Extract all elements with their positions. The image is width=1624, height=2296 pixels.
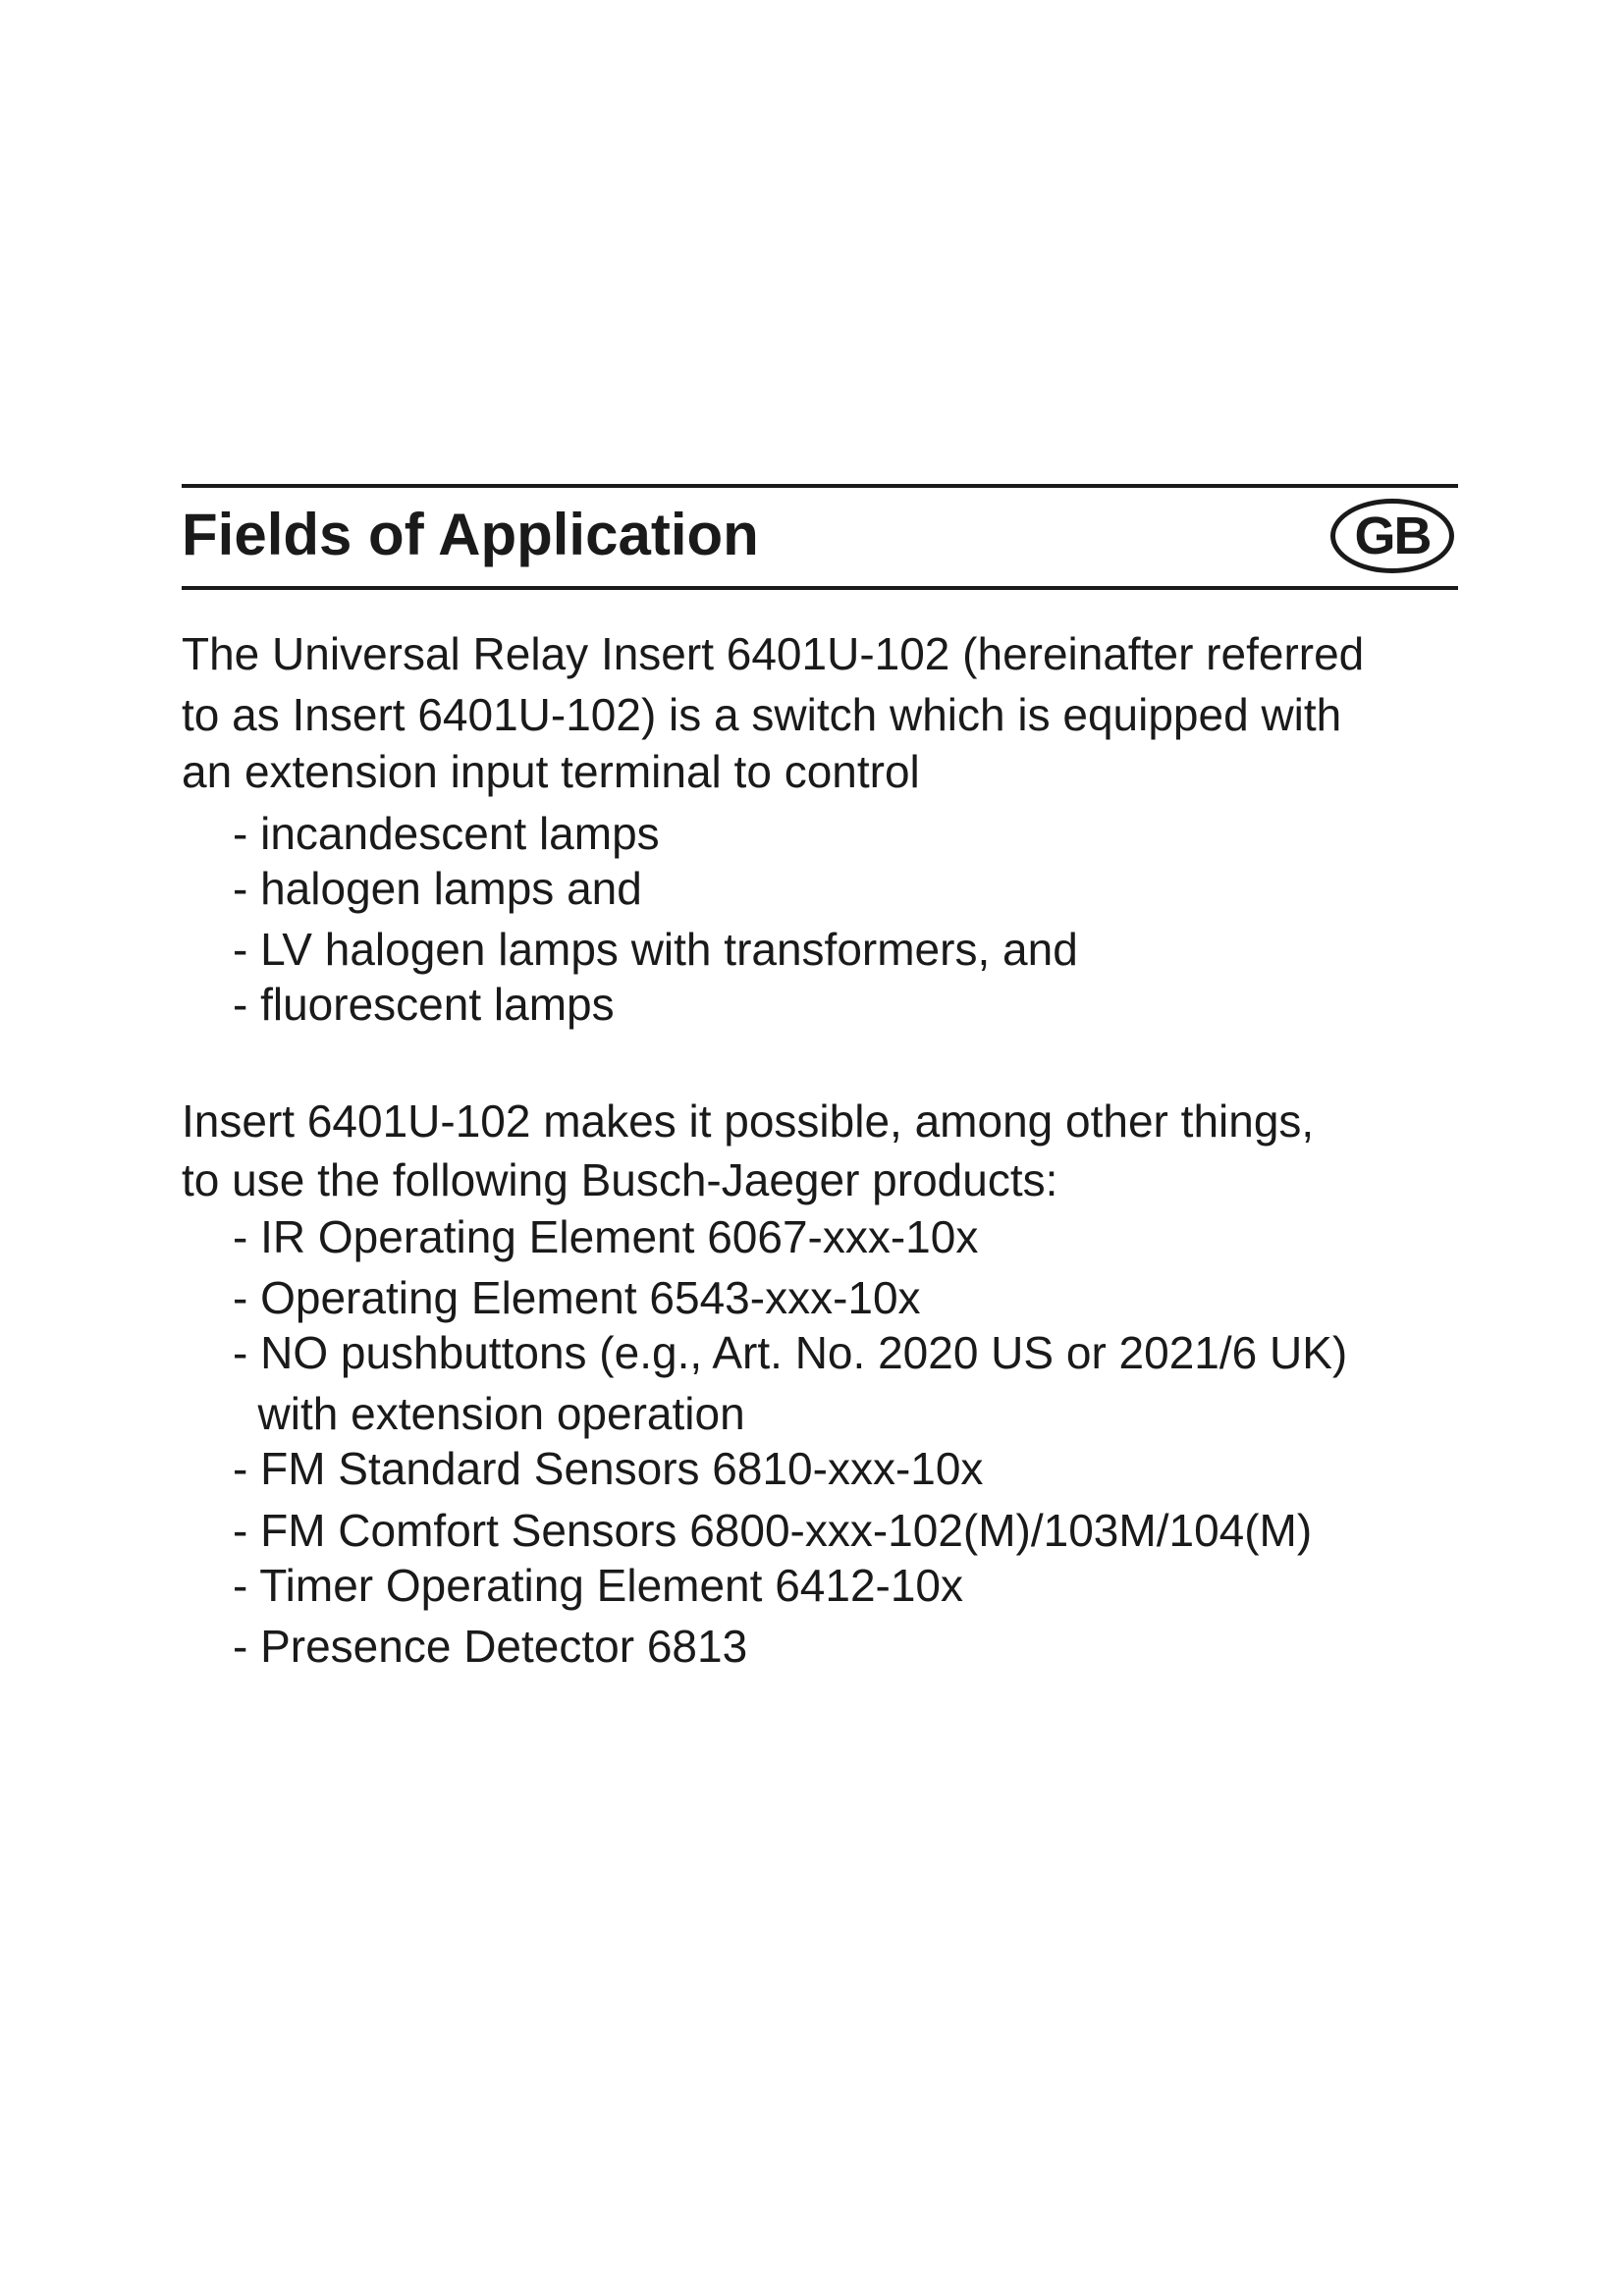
product-item: - Operating Element 6543-xxx-10x: [233, 1272, 921, 1323]
products-intro-line: Insert 6401U-102 makes it possible, among other things,: [182, 1095, 1315, 1147]
gb-country-badge: GB: [1330, 499, 1454, 573]
product-item: - IR Operating Element 6067-xxx-10x: [233, 1211, 979, 1262]
intro-line: The Universal Relay Insert 6401U-102 (hereinafter referred: [182, 628, 1365, 679]
product-item: - NO pushbuttons (e.g., Art. No. 2020 US or 2021/6 UK): [233, 1327, 1348, 1378]
product-item: - FM Comfort Sensors 6800-xxx-102(M)/103M/104(M): [233, 1505, 1313, 1556]
intro-line: to as Insert 6401U-102) is a switch which is equipped with: [182, 689, 1342, 740]
product-item-continuation: with extension operation: [233, 1388, 745, 1439]
intro-line: an extension input terminal to control: [182, 746, 920, 797]
product-item: - FM Standard Sensors 6810-xxx-10x: [233, 1443, 984, 1494]
lamp-type-item: - incandescent lamps: [233, 808, 660, 859]
lamp-type-item: - halogen lamps and: [233, 863, 642, 914]
product-item: - Presence Detector 6813: [233, 1621, 748, 1672]
product-item: - Timer Operating Element 6412-10x: [233, 1560, 964, 1611]
top-rule: [182, 484, 1458, 488]
lamp-type-item: - fluorescent lamps: [233, 979, 615, 1030]
products-intro-line: to use the following Busch-Jaeger products:: [182, 1154, 1058, 1205]
section-title: Fields of Application: [182, 502, 759, 567]
lamp-type-item: - LV halogen lamps with transformers, and: [233, 924, 1078, 975]
bottom-rule: [182, 586, 1458, 590]
